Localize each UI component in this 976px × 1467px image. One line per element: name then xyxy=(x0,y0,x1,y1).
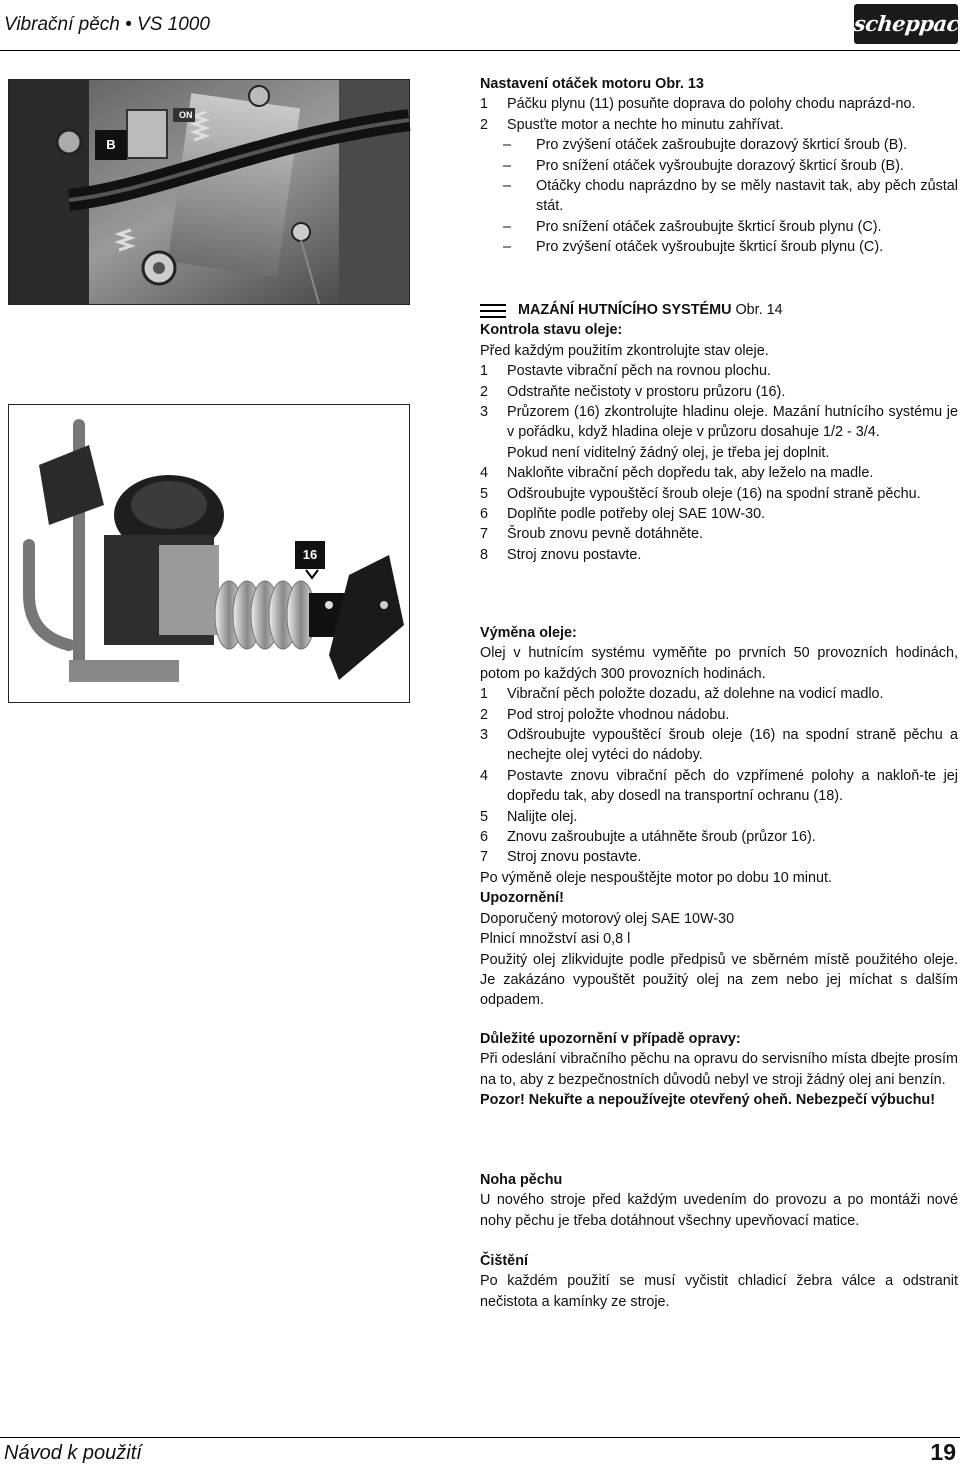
page-number: 19 xyxy=(930,1439,956,1465)
oilchange-section xyxy=(480,623,958,1011)
disposal-text: Použitý olej zlikvidujte podle předpisů ve sběrném místě použitého oleje. Je zakázáno vypouštět použitý olej na zem nebo jej míchat s dalším odpadem. xyxy=(480,951,958,1009)
callout-16: 16 xyxy=(295,541,325,569)
foot-section xyxy=(480,1170,958,1231)
speed-section xyxy=(480,74,958,258)
dash-item: – Pro snížení otáček zašroubujte škrticí šroub plynu (C). xyxy=(503,218,882,235)
header-title: Vibrační pěch • VS 1000 xyxy=(4,14,210,35)
list-item: 6 Znovu zašroubujte a utáhněte šroub (průzor 16). xyxy=(480,829,816,846)
switch-on-text: ON xyxy=(179,110,193,120)
dash-item: – Otáčky chodu naprázdno by se měly nastavit tak, aby pěch zůstal stát. xyxy=(503,178,958,215)
dash-item: – Pro zvýšení otáček vyšroubujte škrticí šroub plynu (C). xyxy=(503,239,884,256)
rammer-photo-illustration xyxy=(9,405,409,702)
dash-item: – Pro zvýšení otáček zašroubujte dorazový škrticí šroub (B). xyxy=(503,137,908,154)
warning-title: Upozornění! xyxy=(480,890,564,907)
brand-logo-text: scheppach xyxy=(852,11,976,36)
list-item: 3 Odšroubujte vypouštěcí šroub oleje (16) na spodní straně pěchu a nechejte olej vytéci do nádoby. xyxy=(480,727,958,764)
header-divider xyxy=(0,50,960,51)
lube-title: MAZÁNÍ HUTNÍCÍHO SYSTÉMU xyxy=(518,302,732,318)
footer-divider xyxy=(0,1437,960,1438)
footer-manual: Návod k použití xyxy=(4,1442,142,1464)
figure-14-photo xyxy=(8,404,410,703)
foot-title: Noha pěchu xyxy=(480,1172,563,1188)
dash-item: – Pro snížení otáček vyšroubujte dorazový škrticí šroub (B). xyxy=(503,157,904,174)
brand-logo xyxy=(852,4,976,44)
cleaning-title: Čištění xyxy=(480,1253,528,1269)
callout-b: B xyxy=(95,130,127,160)
list-item: 8 Stroj znovu postavte. xyxy=(480,546,642,563)
list-item: 1 Vibrační pěch položte dozadu, až dolehne na vodicí madlo. xyxy=(480,686,884,703)
oilchange-title: Výměna oleje: xyxy=(480,625,577,641)
lube-subtitle: Kontrola stavu oleje: xyxy=(480,322,623,339)
list-item: 3 Průzorem (16) zkontrolujte hladinu oleje. Mazání hutnícího systému je v pořádku, když hladina oleje v průzoru dosahuje 1/2 - 3/4. xyxy=(480,404,958,441)
repair-text: Při odeslání vibračního pěchu na opravu do servisního místa dbejte prosím na to, aby z bezpečnostních důvodů nebyl ve stroji žádný olej ani benzín. xyxy=(480,1051,958,1088)
recommended-oil: Doporučený motorový olej SAE 10W-30 xyxy=(480,910,735,927)
list-item: 1 Páčku plynu (11) posuňte doprava do polohy chodu naprázd-no. xyxy=(480,96,916,113)
list-item: 4 Nakloňte vibrační pěch dopředu tak, aby leželo na madle. xyxy=(480,465,874,482)
section-menu-icon xyxy=(480,304,506,318)
list-item: 4 Postavte znovu vibrační pěch do vzpřímené polohy a nakloň-te jej dopředu tak, aby dosedl na transportní ochranu (18). xyxy=(480,767,958,805)
list-item: 2 Odstraňte nečistoty v prostoru průzoru (16). xyxy=(480,383,786,400)
figure-13-photo xyxy=(8,79,410,305)
list-item: 5 Nalijte olej. xyxy=(480,808,578,825)
list-item: 1 Postavte vibrační pěch na rovnou plochu. xyxy=(480,363,771,380)
cleaning-section xyxy=(480,1251,958,1312)
list-item: 2 Pod stroj položte vhodnou nádobu. xyxy=(480,706,730,723)
list-item: 7 Stroj znovu postavte. xyxy=(480,849,642,866)
cleaning-text: Po každém použití se musí vyčistit chladicí žebra válce a odstranit nečistota a kamínky ze stroje. xyxy=(480,1273,958,1310)
speed-title: Nastavení otáček motoru Obr. 13 xyxy=(480,76,704,92)
oilchange-intro: Olej v hutnícím systému vyměňte po prvních 50 provozních hodinách, potom po každých 300 provozních hodinách. xyxy=(480,645,958,682)
lube-intro: Před každým použitím zkontrolujte stav oleje. xyxy=(480,342,769,359)
list-item: 2 Spusťte motor a nechte ho minutu zahřívat. xyxy=(480,116,784,133)
list-item: 6 Doplňte podle potřeby olej SAE 10W-30. xyxy=(480,506,766,523)
list-item: 7 Šroub znovu pevně dotáhněte. xyxy=(480,526,704,543)
fill-amount: Plnicí množství asi 0,8 l xyxy=(480,931,631,948)
lube-note: Pokud není viditelný žádný olej, je třeba jej doplnit. xyxy=(507,444,830,461)
lube-title-ref: Obr. 14 xyxy=(735,302,783,318)
throttle-photo-illustration xyxy=(9,80,409,304)
list-item: 5 Odšroubujte vypouštěcí šroub oleje (16) na spodní straně pěchu. xyxy=(480,485,921,502)
repair-warning: Pozor! Nekuřte a nepoužívejte otevřený oheň. Nebezpečí výbuchu! xyxy=(480,1092,936,1109)
repair-title: Důležité upozornění v případě opravy: xyxy=(480,1031,741,1047)
oilchange-after: Po výměně oleje nespouštějte motor po dobu 10 minut. xyxy=(480,869,832,886)
repair-section xyxy=(480,1029,958,1111)
foot-text: U nového stroje před každým uvedením do provozu a po montáži nové nohy pěchu je třeba dotáhnout všechny upevňovací matice. xyxy=(480,1192,958,1229)
lube-section xyxy=(480,300,958,565)
